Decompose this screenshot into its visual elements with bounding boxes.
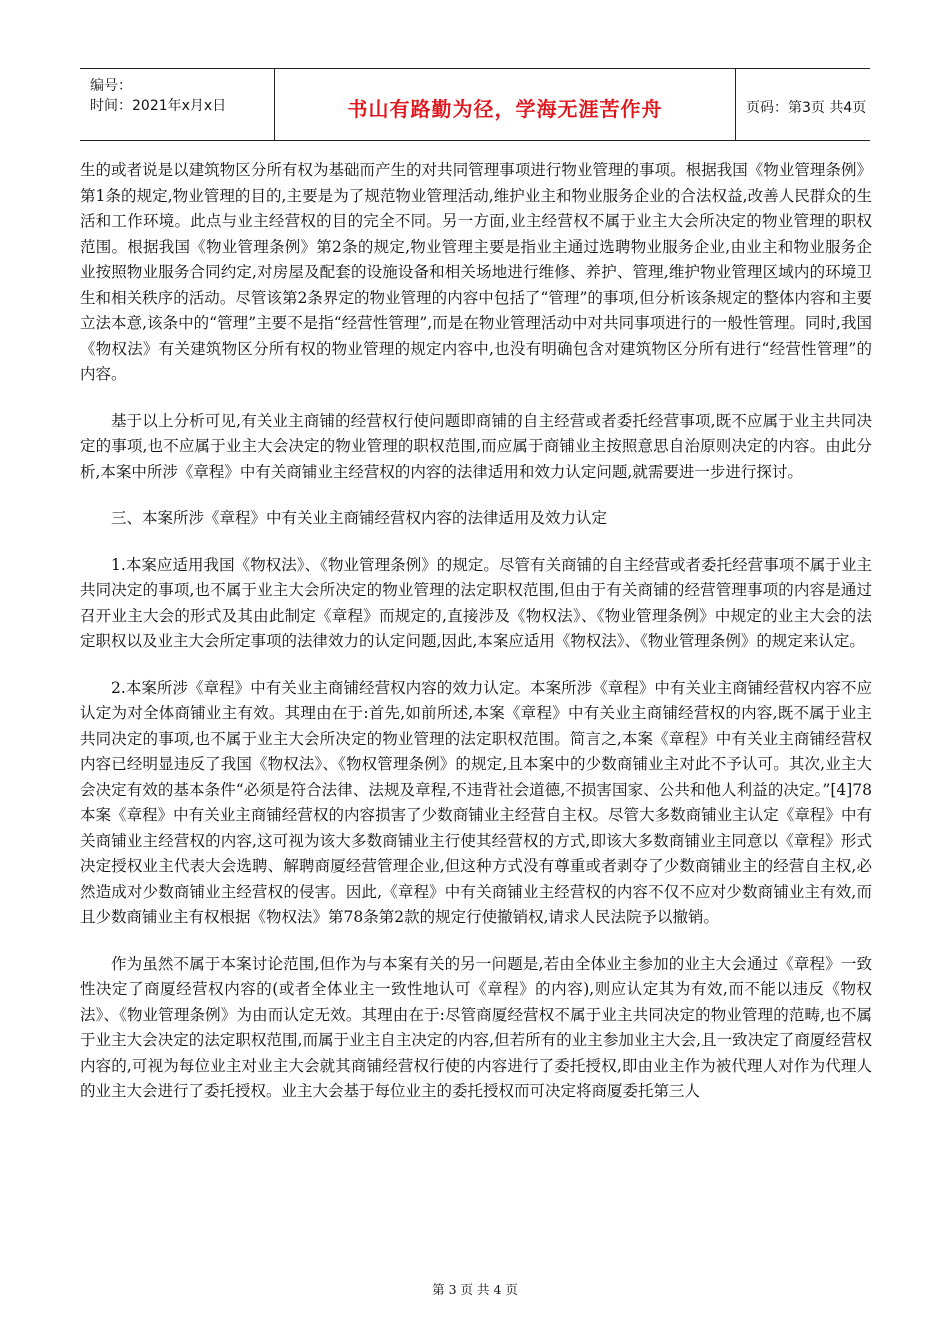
paragraph: 2.本案所涉《章程》中有关业主商铺经营权内容的效力认定。本案所涉《章程》中有关业主商铺经营权内容不应认定为对全体商铺业主有效。其理由在于:首先,如前所述,本案《章程》中有关业主商铺经营权的内容,既不属于业主共同决定的事项,也不属于业主大会所决定的物业管理的法定职权范围。简言之,本案《章程》中有关业主商铺经营权内容已经明显违反了我国《物权法》、《物权管理条例》的规定,且本案中的少数商铺业主对此不予认可。其次,业主大会决定有效的基本条件“必须是符合法律、法规及章程,不违背社会道德,不损害国家、公共和他人利益的决定。”[4]78本案《章程》中有关业主商铺经营权的内容损害了少数商铺业主经营自主权。尽管大多数商铺业主认定《章程》中有关商铺业主经营权的内容,这可视为该大多数商铺业主行使其经营权的方式,即该大多数商铺业主同意以《章程》形式决定授权业主代表大会选聘、解聘商厦经营管理企业,但这种方式没有尊重或者剥夺了少数商铺业主的经营自主权,必然造成对少数商铺业主经营权的侵害。因此,《章程》中有关商铺业主经营权的内容不仅不应对少数商铺业主有效,而且少数商铺业主有权根据《物权法》第78条第2款的规定行使撤销权,请求人民法院予以撤销。: [80, 678, 872, 926]
header-motto-cell: [275, 69, 736, 140]
paragraph: 作为虽然不属于本案讨论范围,但作为与本案有关的另一问题是,若由全体业主参加的业主大会通过《章程》一致性决定了商厦经营权内容的(或者全体业主一致性地认可《章程》的内容),则应认定其为有效,而不能以违反《物权法》、《物业管理条例》为由而认定无效。其理由在于:尽管商厦经营权不属于业主共同决定的物业管理的范畴,也不属于业主大会决定的法定职权范围,而属于业主自主决定的内容,但若所有的业主参加业主大会,且一致决定了商厦经营权内容的,可视为每位业主对业主大会就其商铺经营权行使的内容进行了委托授权,即由业主作为被代理人对作为代理人的业主大会进行了委托授权。业主大会基于每位业主的委托授权而可决定将商厦委托第三人: [80, 954, 872, 1100]
header-motto: 书山有路勤为径，学海无涯苦作舟: [347, 97, 663, 121]
document-header: [80, 68, 870, 141]
section-heading: 三、本案所涉《章程》中有关业主商铺经营权内容的法律适用及效力认定: [111, 509, 608, 527]
header-meta-cell: [80, 69, 275, 140]
document-code-label: 编号：: [90, 78, 132, 94]
page-footer: 第 3 页 共 4 页: [432, 1282, 518, 1297]
paragraph-continued: 生的或者说是以建筑物区分所有权为基础而产生的对共同管理事项进行物业管理的事项。根据我国《物业管理条例》第1条的规定,物业管理的目的,主要是为了规范物业管理活动,维护业主和物业服务企业的合法权益,改善人民群众的生活和工作环境。此点与业主经营权的目的完全不同。另一方面,业主经营权不属于业主大会所决定的物业管理的职权范围。根据我国《物业管理条例》第2条的规定,物业管理主要是指业主通过选聘物业服务企业,由业主和物业服务企业按照物业服务合同约定,对房屋及配套的设施设备和相关场地进行维修、养护、管理,维护物业管理区域内的环境卫生和相关秩序的活动。尽管该第2条界定的物业管理的内容中包括了“管理”的事项,但分析该条规定的整体内容和主要立法本意,该条中的“管理”主要不是指“经营性管理”,而是在物业管理活动中对共同事项进行的一般性管理。同时,我国《物权法》有关建筑物区分所有权的物业管理的规定内容中,也没有明确包含对建筑物区分所有进行“经营性管理”的内容。: [80, 161, 872, 383]
paragraph: 基于以上分析可见,有关业主商铺的经营权行使问题即商铺的自主经营或者委托经营事项,既不应属于业主共同决定的事项,也不应属于业主大会决定的物业管理的职权范围,而应属于商铺业主按照意思自治原则决定的内容。由此分析,本案中所涉《章程》中有关商铺业主经营权的内容的法律适用和效力认定问题,就需要进一步进行探讨。: [80, 411, 872, 481]
header-page-number: 页码：第3页 共4页: [746, 100, 867, 116]
document-body: [80, 158, 872, 1126]
document-date-label: 时间：2021年x月x日: [90, 98, 227, 114]
paragraph: 1.本案应适用我国《物权法》、《物业管理条例》的规定。尽管有关商铺的自主经营或者委托经营事项不属于业主共同决定的事项,也不属于业主大会所决定的物业管理的法定职权范围,但由于有关商铺的经营管理事项的内容是通过召开业主大会的形式及其由此制定《章程》而规定的,直接涉及《物权法》、《物业管理条例》中规定的业主大会的法定职权以及业主大会所定事项的法律效力的认定问题,因此,本案应适用《物权法》、《物业管理条例》的规定来认定。: [80, 555, 872, 650]
header-page-cell: [736, 69, 870, 140]
